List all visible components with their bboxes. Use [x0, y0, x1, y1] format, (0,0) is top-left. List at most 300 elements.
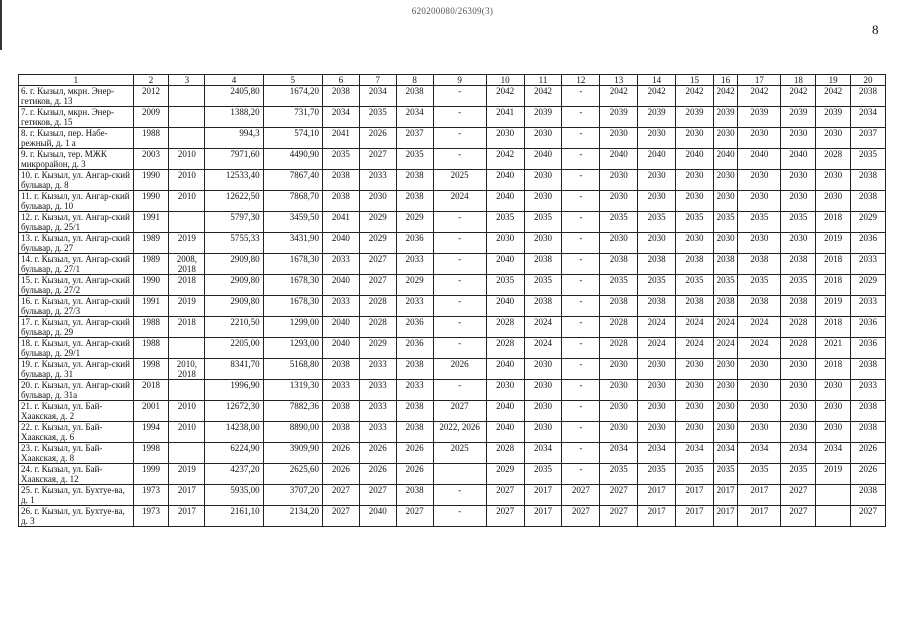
- table-cell: 1990: [133, 275, 169, 296]
- table-cell: 2033: [396, 254, 433, 275]
- table-cell: 2035: [600, 275, 638, 296]
- table-cell: 2030: [816, 422, 851, 443]
- table-cell: 2040: [486, 422, 524, 443]
- column-header: 2: [133, 75, 169, 86]
- table-cell: 2030: [638, 170, 676, 191]
- table-cell: 2033: [396, 380, 433, 401]
- table-cell: [169, 380, 205, 401]
- column-header: 16: [713, 75, 738, 86]
- table-cell: 2018: [169, 275, 205, 296]
- table-cell: 1990: [133, 170, 169, 191]
- table-cell: 2038: [781, 254, 816, 275]
- column-header: 5: [263, 75, 322, 86]
- table-cell: 2019: [169, 296, 205, 317]
- table-cell: 2027: [322, 506, 359, 527]
- table-cell: 2026: [322, 443, 359, 464]
- table-cell: 2030: [816, 191, 851, 212]
- table-cell: -: [562, 296, 600, 317]
- table-cell: 2019: [816, 464, 851, 485]
- table-cell: -: [562, 128, 600, 149]
- table-cell: 2035: [738, 212, 781, 233]
- table-cell: 2035: [713, 464, 738, 485]
- table-cell: 2030: [713, 401, 738, 422]
- column-header: 4: [205, 75, 263, 86]
- table-cell: 2033: [851, 254, 886, 275]
- column-header: 3: [169, 75, 205, 86]
- table-cell: 5755,33: [205, 233, 263, 254]
- table-cell: 2909,80: [205, 275, 263, 296]
- table-cell: 2030: [713, 359, 738, 380]
- table-row: [19, 380, 886, 401]
- table-header-row: [19, 75, 886, 86]
- table-row: [19, 275, 886, 296]
- table-row: [19, 359, 886, 380]
- table-cell: 2018: [169, 317, 205, 338]
- table-cell: 2161,10: [205, 506, 263, 527]
- table-cell: -: [562, 443, 600, 464]
- table-cell: 2034: [781, 443, 816, 464]
- table-cell: 2036: [396, 338, 433, 359]
- table-cell: 2017: [524, 485, 562, 506]
- table-cell: 1973: [133, 506, 169, 527]
- table-cell: -: [562, 233, 600, 254]
- column-header: 19: [816, 75, 851, 86]
- table-cell: 2025: [433, 170, 486, 191]
- table-cell: 2017: [638, 485, 676, 506]
- address-cell: 10. г. Кызыл, ул. Ангар-ский бульвар, д. 8: [19, 170, 134, 191]
- table-cell: [169, 86, 205, 107]
- table-cell: 2210,50: [205, 317, 263, 338]
- table-cell: 2028: [781, 338, 816, 359]
- table-cell: 2039: [738, 107, 781, 128]
- table-cell: 2030: [524, 128, 562, 149]
- table-cell: 2040: [676, 149, 714, 170]
- table-cell: 2030: [816, 401, 851, 422]
- table-cell: 2038: [322, 422, 359, 443]
- address-cell: 26. г. Кызыл, ул. Бухтуе-ва, д. 3: [19, 506, 134, 527]
- table-cell: 2024: [638, 317, 676, 338]
- table-cell: 2030: [524, 380, 562, 401]
- table-cell: 2028: [486, 443, 524, 464]
- table-cell: 2027: [359, 485, 396, 506]
- table-cell: 2038: [396, 485, 433, 506]
- table-cell: 2028: [600, 338, 638, 359]
- table-cell: [169, 338, 205, 359]
- table-cell: 2030: [713, 191, 738, 212]
- table-row: [19, 212, 886, 233]
- table-cell: 6224,90: [205, 443, 263, 464]
- table-cell: 2030: [600, 128, 638, 149]
- table-cell: 2024: [524, 317, 562, 338]
- table-cell: 2030: [676, 401, 714, 422]
- table-cell: 1988: [133, 317, 169, 338]
- address-cell: 24. г. Кызыл, ул. Бай-Хаакская, д. 12: [19, 464, 134, 485]
- table-cell: 2038: [322, 191, 359, 212]
- table-cell: 2038: [322, 170, 359, 191]
- table-cell: -: [562, 86, 600, 107]
- table-cell: 2030: [738, 401, 781, 422]
- table-cell: 3909,90: [263, 443, 322, 464]
- table-cell: 2034: [816, 443, 851, 464]
- table-cell: 2040: [359, 506, 396, 527]
- table-cell: 2033: [322, 380, 359, 401]
- table-cell: 4237,20: [205, 464, 263, 485]
- table-cell: 2017: [676, 506, 714, 527]
- table-cell: 2027: [433, 401, 486, 422]
- table-cell: 2040: [486, 296, 524, 317]
- table-cell: 2030: [738, 359, 781, 380]
- column-header: 1: [19, 75, 134, 86]
- table-cell: 5797,30: [205, 212, 263, 233]
- table-cell: 2040: [486, 170, 524, 191]
- table-cell: 1994: [133, 422, 169, 443]
- table-cell: 2040: [322, 338, 359, 359]
- table-cell: 2040: [781, 149, 816, 170]
- table-cell: 2030: [781, 380, 816, 401]
- address-cell: 9. г. Кызыл, тер. МЖК микрорайон, д. 3: [19, 149, 134, 170]
- table-cell: 2026: [359, 443, 396, 464]
- table-cell: 2038: [638, 296, 676, 317]
- table-cell: 2024: [713, 317, 738, 338]
- table-cell: -: [433, 149, 486, 170]
- column-header: 18: [781, 75, 816, 86]
- table-cell: 2008, 2018: [169, 254, 205, 275]
- table-cell: 2030: [638, 359, 676, 380]
- table-row: [19, 170, 886, 191]
- table-cell: 2040: [738, 149, 781, 170]
- table-cell: 1991: [133, 296, 169, 317]
- table-cell: 2040: [322, 233, 359, 254]
- column-header: 11: [524, 75, 562, 86]
- table-cell: 2040: [322, 275, 359, 296]
- table-cell: 2038: [600, 254, 638, 275]
- table-cell: 2033: [359, 359, 396, 380]
- table-cell: 2033: [359, 422, 396, 443]
- table-cell: 2030: [638, 233, 676, 254]
- table-cell: 2030: [524, 401, 562, 422]
- address-cell: 25. г. Кызыл, ул. Бухтуе-ва, д. 1: [19, 485, 134, 506]
- table-cell: 2024: [433, 191, 486, 212]
- table-cell: 2029: [396, 212, 433, 233]
- table-cell: 2038: [851, 401, 886, 422]
- housing-schedule-table: [18, 74, 886, 527]
- table-cell: 7971,60: [205, 149, 263, 170]
- table-cell: 2035: [738, 275, 781, 296]
- table-cell: -: [433, 296, 486, 317]
- table-cell: 2030: [676, 422, 714, 443]
- table-cell: 2030: [524, 170, 562, 191]
- table-cell: 2030: [781, 191, 816, 212]
- table-cell: 2038: [713, 254, 738, 275]
- table-cell: 2028: [816, 149, 851, 170]
- table-cell: 2018: [816, 359, 851, 380]
- table-cell: 2010: [169, 422, 205, 443]
- table-cell: -: [433, 107, 486, 128]
- table-cell: 2035: [600, 212, 638, 233]
- table-cell: 2037: [851, 128, 886, 149]
- table-cell: 2030: [600, 359, 638, 380]
- table-cell: 2042: [486, 86, 524, 107]
- table-body: [19, 86, 886, 527]
- column-header: 6: [322, 75, 359, 86]
- table-cell: 2025: [433, 443, 486, 464]
- address-cell: 17. г. Кызыл, ул. Ангар-ский бульвар, д. 29: [19, 317, 134, 338]
- table-cell: 2012: [133, 86, 169, 107]
- column-header: 17: [738, 75, 781, 86]
- table-cell: 2035: [524, 464, 562, 485]
- table-cell: 2625,60: [263, 464, 322, 485]
- table-cell: 2017: [713, 485, 738, 506]
- table-cell: 2030: [781, 128, 816, 149]
- column-header: 9: [433, 75, 486, 86]
- address-cell: 15. г. Кызыл, ул. Ангар-ский бульвар, д. 27/2: [19, 275, 134, 296]
- table-cell: 2026: [433, 359, 486, 380]
- column-header: 12: [562, 75, 600, 86]
- table-cell: 2034: [713, 443, 738, 464]
- table-cell: 2019: [169, 464, 205, 485]
- table-cell: 2030: [638, 191, 676, 212]
- table-cell: 2030: [638, 401, 676, 422]
- table-cell: [816, 485, 851, 506]
- table-cell: 1678,30: [263, 296, 322, 317]
- table-cell: 2035: [359, 107, 396, 128]
- table-cell: 8890,00: [263, 422, 322, 443]
- table-cell: 2026: [359, 464, 396, 485]
- table-cell: -: [562, 191, 600, 212]
- table-cell: 2024: [713, 338, 738, 359]
- column-header: 8: [396, 75, 433, 86]
- table-cell: 7867,40: [263, 170, 322, 191]
- table-cell: 2033: [851, 296, 886, 317]
- table-cell: 2028: [781, 317, 816, 338]
- table-row: [19, 506, 886, 527]
- table-cell: 1998: [133, 359, 169, 380]
- table-cell: -: [562, 380, 600, 401]
- table-cell: 2017: [738, 485, 781, 506]
- table-cell: 2041: [322, 128, 359, 149]
- table-cell: 2030: [676, 380, 714, 401]
- table-cell: 4490,90: [263, 149, 322, 170]
- table-cell: 2027: [359, 275, 396, 296]
- table-cell: 1293,00: [263, 338, 322, 359]
- table-cell: 1991: [133, 212, 169, 233]
- table-cell: 2030: [600, 380, 638, 401]
- table-cell: 2039: [713, 107, 738, 128]
- document-code: 620200080/26309(3): [411, 6, 494, 16]
- table-cell: 2040: [486, 254, 524, 275]
- table-cell: 2038: [851, 191, 886, 212]
- table-cell: 2038: [738, 254, 781, 275]
- table-cell: 2027: [851, 506, 886, 527]
- table-cell: 2038: [638, 254, 676, 275]
- table-cell: 2029: [359, 212, 396, 233]
- table-cell: 2018: [816, 317, 851, 338]
- address-cell: 6. г. Кызыл, мкрн. Энер-гетиков, д. 13: [19, 86, 134, 107]
- table-cell: 2042: [524, 86, 562, 107]
- table-cell: 12622,50: [205, 191, 263, 212]
- table-cell: 2035: [781, 275, 816, 296]
- table-cell: 2039: [600, 107, 638, 128]
- table-cell: 7868,70: [263, 191, 322, 212]
- table-cell: 2038: [524, 296, 562, 317]
- table-cell: 2010: [169, 149, 205, 170]
- table-cell: -: [433, 254, 486, 275]
- table-cell: 731,70: [263, 107, 322, 128]
- table-cell: 1319,30: [263, 380, 322, 401]
- table-cell: 1678,30: [263, 254, 322, 275]
- table-cell: 2042: [638, 86, 676, 107]
- table-cell: 2134,20: [263, 506, 322, 527]
- table-cell: 2029: [486, 464, 524, 485]
- table-row: [19, 443, 886, 464]
- table-cell: 2030: [816, 380, 851, 401]
- table-cell: -: [433, 338, 486, 359]
- table-cell: 2042: [486, 149, 524, 170]
- table-cell: 2009: [133, 107, 169, 128]
- table-cell: 1988: [133, 128, 169, 149]
- table-cell: -: [562, 170, 600, 191]
- table-cell: 2909,80: [205, 296, 263, 317]
- table-cell: 2040: [713, 149, 738, 170]
- table-cell: 2038: [676, 296, 714, 317]
- table-cell: 1299,00: [263, 317, 322, 338]
- table-cell: 2030: [600, 401, 638, 422]
- table-cell: 2030: [781, 233, 816, 254]
- table-cell: 2010: [169, 191, 205, 212]
- table-cell: 2042: [781, 86, 816, 107]
- table-cell: -: [562, 464, 600, 485]
- table-cell: 2027: [359, 254, 396, 275]
- table-cell: 2030: [524, 422, 562, 443]
- table-cell: 2035: [322, 149, 359, 170]
- table-cell: 2040: [600, 149, 638, 170]
- table-cell: 2024: [676, 338, 714, 359]
- table-cell: 2030: [524, 233, 562, 254]
- table-cell: 2034: [600, 443, 638, 464]
- table-cell: 2033: [851, 380, 886, 401]
- table-cell: 2038: [322, 86, 359, 107]
- table-cell: 2030: [738, 233, 781, 254]
- table-cell: 2018: [816, 254, 851, 275]
- table-row: [19, 149, 886, 170]
- table-cell: 2029: [359, 233, 396, 254]
- table-cell: 3431,90: [263, 233, 322, 254]
- table-cell: 2035: [396, 149, 433, 170]
- table-cell: 2038: [851, 485, 886, 506]
- table-cell: 2030: [781, 170, 816, 191]
- table-cell: 2030: [524, 359, 562, 380]
- table-cell: -: [562, 359, 600, 380]
- table-cell: 2038: [396, 422, 433, 443]
- table-cell: 2038: [600, 296, 638, 317]
- table-cell: 2038: [713, 296, 738, 317]
- table-cell: -: [433, 128, 486, 149]
- table-cell: 12672,30: [205, 401, 263, 422]
- table-cell: -: [562, 422, 600, 443]
- table-cell: 2041: [486, 107, 524, 128]
- table-cell: 2026: [851, 443, 886, 464]
- table-cell: 2042: [676, 86, 714, 107]
- table-cell: 2038: [396, 401, 433, 422]
- table-row: [19, 128, 886, 149]
- table-cell: 2024: [676, 317, 714, 338]
- table-cell: 2030: [638, 128, 676, 149]
- address-cell: 21. г. Кызыл, ул. Бай-Хаакская, д. 2: [19, 401, 134, 422]
- table-cell: 2019: [169, 233, 205, 254]
- table-cell: 5168,80: [263, 359, 322, 380]
- table-cell: 2024: [738, 338, 781, 359]
- table-cell: 2035: [486, 212, 524, 233]
- table-cell: 2030: [713, 233, 738, 254]
- table-cell: 2038: [781, 296, 816, 317]
- address-cell: 14. г. Кызыл, ул. Ангар-ский бульвар, д. 27/1: [19, 254, 134, 275]
- address-cell: 8. г. Кызыл, пер. Набе-режный, д. 1 а: [19, 128, 134, 149]
- table-cell: 2909,80: [205, 254, 263, 275]
- table-cell: 2030: [676, 191, 714, 212]
- table-cell: 14238,00: [205, 422, 263, 443]
- table-cell: -: [562, 107, 600, 128]
- table-cell: 12533,40: [205, 170, 263, 191]
- table-cell: -: [433, 317, 486, 338]
- table-cell: 2030: [781, 401, 816, 422]
- table-cell: -: [433, 485, 486, 506]
- address-cell: 12. г. Кызыл, ул. Ангар-ский бульвар, д. 25/1: [19, 212, 134, 233]
- table-cell: 1996,90: [205, 380, 263, 401]
- table-cell: 2034: [359, 86, 396, 107]
- table-cell: 2030: [781, 359, 816, 380]
- table-cell: 2029: [396, 275, 433, 296]
- table-cell: -: [562, 317, 600, 338]
- table-cell: 2033: [322, 296, 359, 317]
- table-cell: 2040: [524, 149, 562, 170]
- table-cell: 2027: [359, 149, 396, 170]
- address-cell: 11. г. Кызыл, ул. Ангар-ский бульвар, д. 10: [19, 191, 134, 212]
- table-cell: 2038: [396, 170, 433, 191]
- table-cell: 2029: [851, 212, 886, 233]
- table-cell: 2030: [738, 170, 781, 191]
- table-row: [19, 464, 886, 485]
- table-cell: 2028: [359, 296, 396, 317]
- table-cell: 2034: [676, 443, 714, 464]
- table-cell: 2030: [738, 191, 781, 212]
- table-cell: -: [562, 212, 600, 233]
- table-cell: 2042: [816, 86, 851, 107]
- table-cell: 2038: [322, 359, 359, 380]
- table-cell: 2030: [600, 170, 638, 191]
- address-cell: 13. г. Кызыл, ул. Ангар-ский бульвар, д. 27: [19, 233, 134, 254]
- table-cell: -: [433, 233, 486, 254]
- table-cell: 2030: [713, 170, 738, 191]
- table-cell: 2040: [486, 359, 524, 380]
- table-cell: 2405,80: [205, 86, 263, 107]
- table-cell: 2034: [738, 443, 781, 464]
- table-cell: 2024: [638, 338, 676, 359]
- table-cell: 2033: [322, 254, 359, 275]
- table-cell: 1989: [133, 233, 169, 254]
- table-cell: 2030: [600, 422, 638, 443]
- table-cell: 2028: [600, 317, 638, 338]
- table-cell: 2027: [600, 506, 638, 527]
- table-cell: 2017: [169, 485, 205, 506]
- page-number: 8: [872, 22, 879, 37]
- table-cell: 2040: [322, 317, 359, 338]
- table-cell: -: [433, 275, 486, 296]
- table-cell: 2027: [781, 485, 816, 506]
- column-header: 10: [486, 75, 524, 86]
- table-cell: -: [433, 380, 486, 401]
- table-cell: 2039: [676, 107, 714, 128]
- table-cell: 2010: [169, 170, 205, 191]
